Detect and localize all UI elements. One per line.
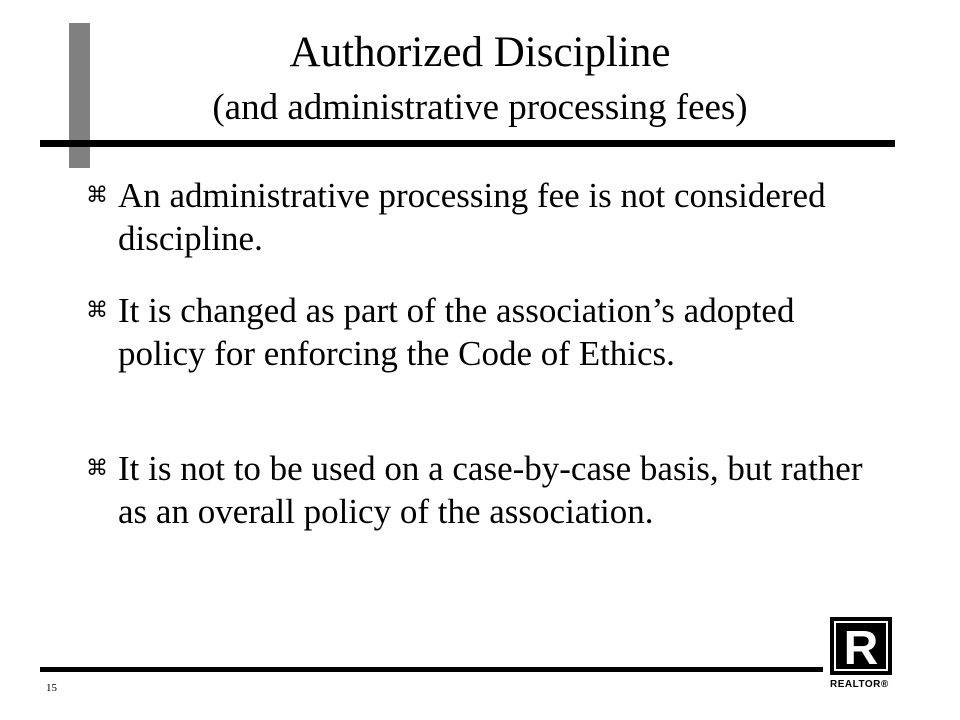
realtor-logo-letter: R [843, 622, 879, 675]
bullet-glyph-icon: ⌘ [86, 298, 108, 323]
bullet-text: It is not to be used on a case-by-case basis, but rather as an overall policy of the association. [118, 449, 863, 531]
bullet-item [86, 174, 876, 260]
footer-divider [40, 667, 823, 672]
realtor-logo-icon [830, 617, 896, 695]
slide-title: Authorized Discipline [289, 29, 671, 76]
bullet-text: An administrative processing fee is not considered discipline. [118, 176, 826, 258]
slide-subtitle: (and administrative processing fees) [212, 87, 748, 128]
bullet-item [86, 447, 876, 533]
bullet-item [86, 289, 876, 375]
page-number: 15 [46, 682, 57, 694]
bullet-glyph-icon: ⌘ [86, 183, 108, 208]
bullet-glyph-icon: ⌘ [86, 456, 108, 481]
realtor-r-icon [830, 617, 892, 675]
realtor-logo-caption: REALTOR® [830, 679, 889, 690]
bullet-text: It is changed as part of the association’s adopted policy for enforcing the Code of Ethics. [118, 291, 795, 373]
realtor-logo-block [830, 617, 892, 675]
